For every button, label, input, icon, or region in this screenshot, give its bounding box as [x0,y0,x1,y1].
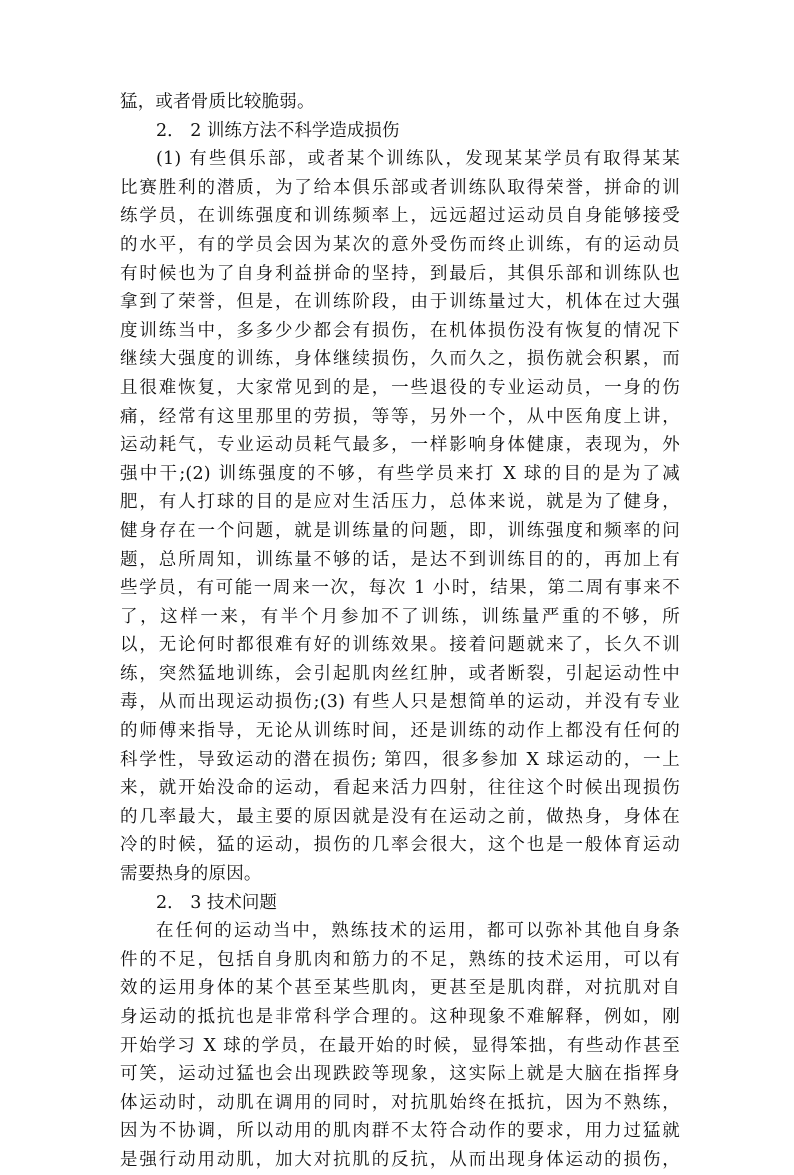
paragraph-line: 件的不足，包括自身肌肉和筋力的不足，熟练的技术运用，可以有 [120,949,680,970]
paragraph-line: 因为不协调，所以动用的肌肉群不太符合动作的要求，用力过猛就 [120,1121,680,1142]
paragraph-line: 需要热身的原因。 [120,864,262,885]
paragraph-line: 的几率最大，最主要的原因就是没有在运动之前，做热身，身体在 [120,806,680,827]
paragraph-line: 些学员，有可能一周来一次，每次 1 小时，结果，第二周有事来不 [120,578,680,599]
paragraph-line: 继续大强度的训练，身体继续损伤，久而久之，损伤就会积累，而 [120,349,680,370]
paragraph-line: 科学性，导致运动的潜在损伤; 第四，很多参加 X 球运动的，一上 [120,749,680,770]
paragraph-line: 体运动时，动肌在调用的同时，对抗肌始终在抵抗，因为不熟练， [120,1092,680,1113]
paragraph-line: 了，这样一来，有半个月参加不了训练，训练量严重的不够，所 [120,606,680,627]
paragraph-line: 以，无论何时都很难有好的训练效果。接着问题就来了，长久不训 [120,635,680,656]
paragraph-line: 题，总所周知，训练量不够的话，是达不到训练目的的，再加上有 [120,549,680,570]
section-heading-2-3: 2． 3 技术问题 [156,892,277,913]
paragraph-line: 强中干;(2) 训练强度的不够，有些学员来打 X 球的目的是为了减 [120,463,680,484]
paragraph-line: 是强行动用动肌，加大对抗肌的反抗，从而出现身体运动的损伤， [120,1149,680,1170]
paragraph-line: 有时候也为了自身利益拼命的坚持，到最后，其俱乐部和训练队也 [120,263,680,284]
paragraph-line: 开始学习 X 球的学员，在最开始的时候，显得笨拙，有些动作甚至 [120,1035,680,1056]
paragraph-line: 身运动的抵抗也是非常科学合理的。这种现象不难解释，例如，刚 [120,1007,680,1027]
paragraph-line: 效的运用身体的某个甚至某些肌肉，更甚至是肌肉群，对抗肌对自 [120,978,680,999]
document-body [120,88,680,1175]
paragraph-line: 度训练当中，多多少少都会有损伤，在机体损伤没有恢复的情况下 [120,320,680,341]
paragraph-line: 毒，从而出现运动损伤;(3) 有些人只是想简单的运动，并没有专业 [120,692,680,713]
paragraph-line: 在任何的运动当中，熟练技术的运用，都可以弥补其他自身条 [156,921,680,942]
paragraph-line: 拿到了荣誉，但是，在训练阶段，由于训练量过大，机体在过大强 [120,292,680,313]
paragraph-line: 练学员，在训练强度和训练频率上，远远超过运动员自身能够接受 [120,206,680,227]
paragraph-line: 运动耗气，专业运动员耗气最多，一样影响身体健康，表现为，外 [120,435,680,456]
paragraph-line: 健身存在一个问题，就是训练量的问题，即，训练强度和频率的问 [120,520,680,541]
section-heading-2-2: 2． 2 训练方法不科学造成损伤 [156,120,400,141]
paragraph-line: 猛，或者骨质比较脆弱。 [120,92,315,112]
paragraph-line: 来，就开始没命的运动，看起来活力四射，往往这个时候出现损伤 [120,778,680,799]
paragraph-line: 比赛胜利的潜质，为了给本俱乐部或者训练队取得荣誉，拼命的训 [120,177,680,198]
paragraph-line: 的师傅来指导，无论从训练时间，还是训练的动作上都没有任何的 [120,721,680,742]
paragraph-line: (1) 有些俱乐部，或者某个训练队，发现某某学员有取得某某 [156,149,680,170]
paragraph-line: 练，突然猛地训练，会引起肌肉丝红肿，或者断裂，引起运动性中 [120,663,680,684]
paragraph-line: 且很难恢复，大家常见到的是，一些退役的专业运动员，一身的伤 [120,377,680,398]
paragraph-line: 肥，有人打球的目的是应对生活压力，总体来说，就是为了健身， [120,492,680,513]
paragraph-line: 痛，经常有这里那里的劳损，等等，另外一个，从中医角度上讲， [120,406,680,427]
paragraph-line: 的水平，有的学员会因为某次的意外受伤而终止训练，有的运动员 [120,234,680,255]
paragraph-line: 冷的时候，猛的运动，损伤的几率会很大，这个也是一般体育运动 [120,835,680,856]
paragraph-line: 可笑，运动过猛也会出现跌跤等现象，这实际上就是大脑在指挥身 [120,1064,680,1085]
